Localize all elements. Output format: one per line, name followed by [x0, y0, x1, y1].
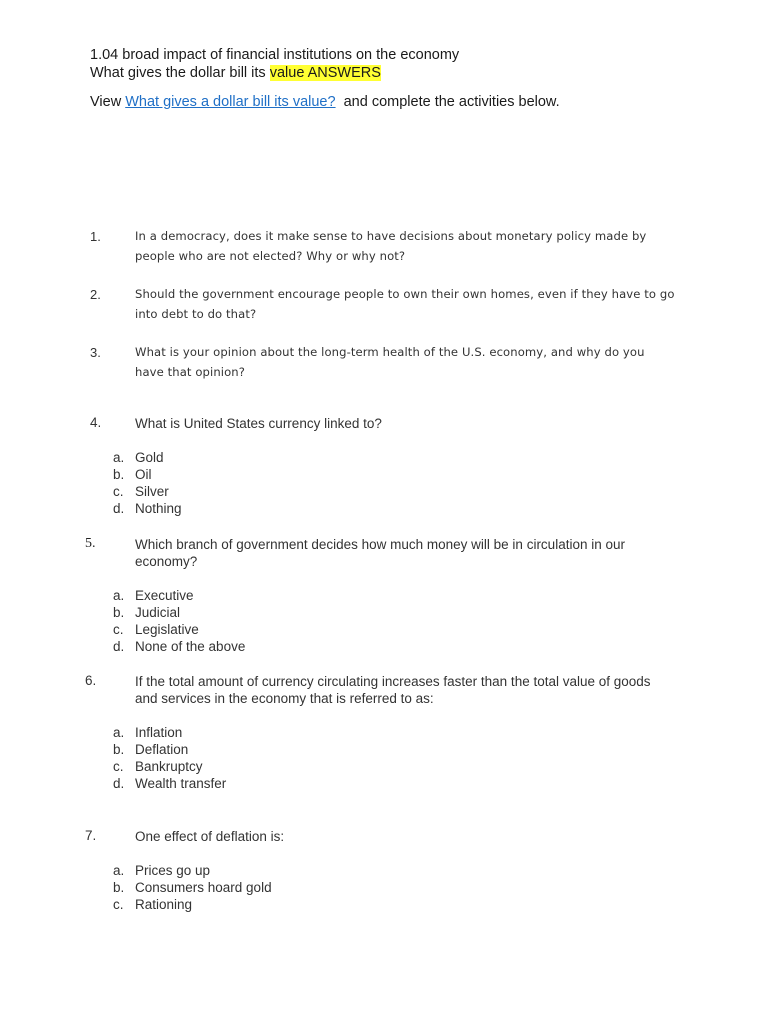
- option-text: Deflation: [135, 742, 189, 757]
- option-letter: b.: [113, 880, 125, 895]
- option-letter: a.: [113, 725, 125, 740]
- question-number: 2.: [90, 287, 101, 302]
- option-letter: c.: [113, 759, 124, 774]
- question-text: In a democracy, does it make sense to have decisions about monetary policy made by people who are not elected? Why or why not?: [135, 229, 647, 263]
- option-letter: c.: [113, 622, 124, 637]
- document-subtitle: [90, 65, 381, 82]
- option-letter: b.: [113, 605, 125, 620]
- option-text: Bankruptcy: [135, 759, 203, 774]
- option-text: Inflation: [135, 725, 183, 740]
- option-text: Consumers hoard gold: [135, 880, 272, 895]
- option-letter: a.: [113, 863, 125, 878]
- question-text: What is United States currency linked to?: [135, 416, 382, 431]
- option-letter: d.: [113, 501, 125, 516]
- intro-prefix: View: [90, 94, 126, 110]
- option-letter: c.: [113, 897, 124, 912]
- option-text: Nothing: [135, 501, 182, 516]
- question-text: If the total amount of currency circulating increases faster than the total value of goods and services in the economy that is referred to as:: [135, 674, 651, 706]
- option-text: Legislative: [135, 622, 199, 637]
- question-text: Should the government encourage people to own their own homes, even if they have to go into debt to do that?: [135, 287, 675, 321]
- question-text: One effect of deflation is:: [135, 829, 285, 844]
- question-number: 7.: [85, 828, 97, 843]
- option-letter: d.: [113, 776, 125, 791]
- intro-line: [90, 94, 560, 111]
- question-number: 1.: [90, 229, 101, 244]
- document-title: 1.04 broad impact of financial institutions on the economy: [90, 47, 460, 63]
- question-number: 4.: [90, 415, 102, 430]
- intro-suffix: and complete the activities below.: [335, 94, 560, 110]
- question-number: 5.: [85, 536, 96, 551]
- option-text: Prices go up: [135, 863, 211, 878]
- option-text: Oil: [135, 467, 152, 482]
- option-text: Silver: [135, 484, 169, 499]
- subtitle-text: What gives the dollar bill its: [90, 65, 270, 81]
- question-number: 6.: [85, 673, 97, 688]
- option-letter: a.: [113, 588, 125, 603]
- option-text: Wealth transfer: [135, 776, 227, 791]
- option-text: Rationing: [135, 897, 193, 912]
- option-letter: a.: [113, 450, 125, 465]
- video-link[interactable]: What gives a dollar bill its value?: [125, 94, 336, 110]
- option-letter: b.: [113, 742, 125, 757]
- option-letter: c.: [113, 484, 124, 499]
- question-number: 3.: [90, 345, 101, 360]
- option-text: Judicial: [135, 605, 181, 620]
- option-letter: d.: [113, 639, 125, 654]
- option-text: Executive: [135, 588, 194, 603]
- option-letter: b.: [113, 467, 125, 482]
- question-text: Which branch of government decides how much money will be in circulation in our economy?: [135, 537, 625, 569]
- question-text: What is your opinion about the long-term health of the U.S. economy, and why do you have that opinion?: [135, 345, 645, 379]
- option-text: Gold: [135, 450, 164, 465]
- highlighted-text: value ANSWERS: [269, 65, 381, 81]
- option-text: None of the above: [135, 639, 246, 654]
